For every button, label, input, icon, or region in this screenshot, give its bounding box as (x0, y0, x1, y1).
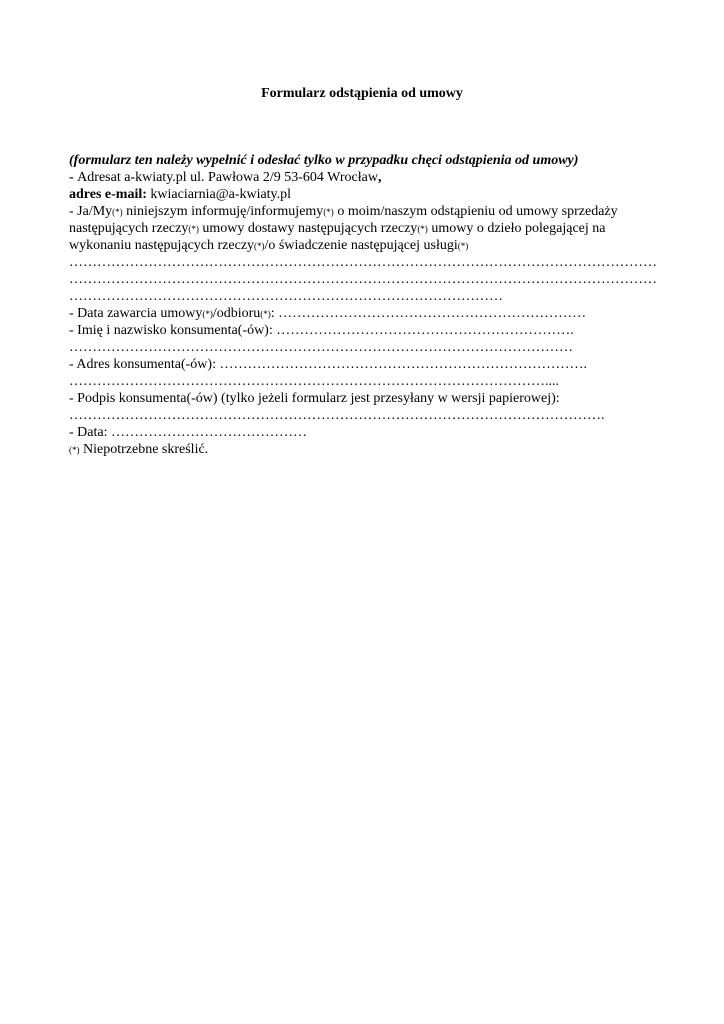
page-title: Formularz odstąpienia od umowy (261, 86, 463, 101)
fill-in-line: ………………………………………………………………………………… (69, 289, 503, 304)
asterisk-note: (*) (254, 241, 265, 251)
addressee-line (69, 169, 654, 186)
footnote-text: Niepotrzebne skreślić. (79, 442, 209, 457)
declaration-text: /o świadczenie następującej usługi (264, 238, 458, 253)
declaration-text: umowy o dzieło polegającej na (427, 221, 606, 236)
declaration-text: umowy dostawy następujących rzeczy (198, 221, 418, 236)
email-label: adres e-mail: (69, 187, 147, 202)
asterisk-note: (*) (323, 207, 334, 217)
asterisk-note: (*) (69, 445, 80, 455)
declaration-text: wykonaniu następujących rzeczy (69, 238, 255, 253)
declaration-text: o moim/naszym odstąpieniu od umowy sprzedaży (333, 204, 618, 219)
fill-in-line: ……………………………………………………………………………………………… (69, 340, 573, 355)
consumer-address-label: - Adres konsumenta(-ów): (69, 357, 220, 372)
declaration-text: - Ja/My (69, 204, 113, 219)
contract-date-line (69, 305, 654, 322)
asterisk-note: (*) (260, 309, 271, 319)
consumer-name-label: - Imię i nazwisko konsumenta(-ów): (69, 323, 277, 338)
receipt-label: /odbioru (212, 306, 261, 321)
date-label: - Data: (69, 425, 111, 440)
signature-label: - Podpis konsumenta(-ów) (tylko jeżeli formularz jest przesyłany w wersji papierowej): (69, 391, 560, 406)
asterisk-note: (*) (188, 224, 199, 234)
addressee-text: Adresat a-kwiaty.pl ul. Pawłowa 2/9 53-604 Wrocław (77, 170, 378, 185)
date-line (69, 424, 654, 441)
asterisk-note: (*) (417, 224, 428, 234)
fill-in-dots: …………………………………… (110, 425, 307, 440)
consumer-address-line (69, 356, 654, 373)
addressee-comma: , (377, 170, 382, 185)
intro-text: (formularz ten należy wypełnić i odesłać tylko w przypadku chęci odstąpienia od umowy) (69, 153, 579, 168)
addressee-dash: - (69, 170, 78, 185)
asterisk-note: (*) (202, 309, 213, 319)
fill-in-line: ……………………………………………………………………………………………………. (69, 408, 605, 423)
footnote (69, 441, 654, 458)
declaration-text: niniejszym informuję/informujemy (122, 204, 324, 219)
fill-in-line: ……………………………………………………………………………………………………………… (69, 255, 657, 270)
form-body (69, 152, 657, 458)
email-line (69, 186, 654, 203)
consumer-name-line (69, 322, 654, 339)
asterisk-note: (*) (112, 207, 123, 217)
declaration-line-2 (69, 220, 654, 237)
fill-in-line: ……………………………………………………………………………………………………………… (69, 272, 657, 287)
email-value: kwiaciarnia@a-kwiaty.pl (146, 187, 292, 202)
contract-date-label: - Data zawarcia umowy (69, 306, 203, 321)
fill-in-dots: : ………………………………………………………… (270, 306, 587, 321)
fill-in-dots: ……………………………………………………………………. (219, 357, 587, 372)
declaration-line-1 (69, 203, 654, 220)
fill-in-dots: ………………………………………………………. (276, 323, 574, 338)
fill-in-line: ………………………………………………………………………………………….... (69, 374, 559, 389)
declaration-line-3 (69, 237, 654, 254)
declaration-text: następujących rzeczy (69, 221, 189, 236)
asterisk-note: (*) (457, 241, 469, 251)
